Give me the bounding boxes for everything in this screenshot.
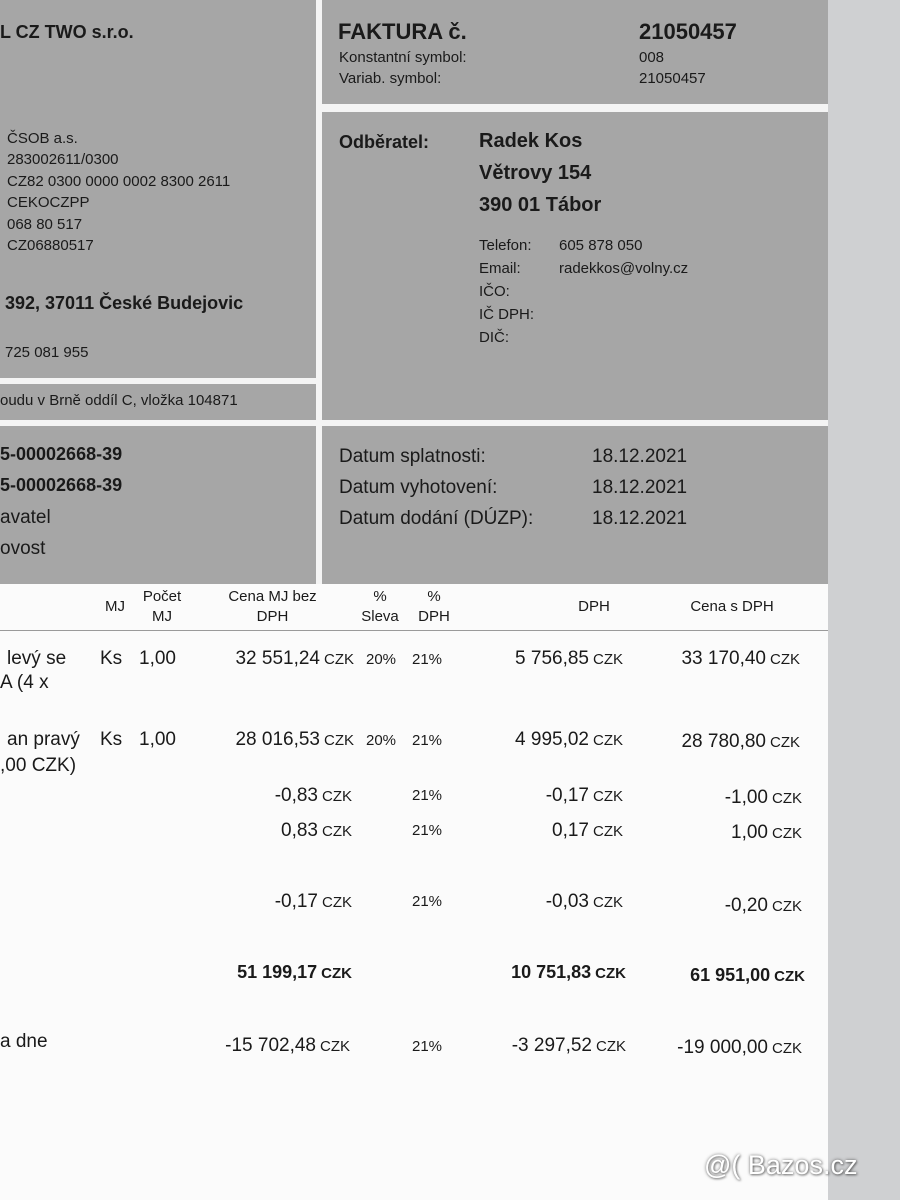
col-header-price-2: DPH [256, 608, 289, 625]
col-header-mj: MJ [105, 598, 125, 615]
supplier-dic: CZ06880517 [7, 237, 94, 254]
row-vat-percent: 21% [412, 651, 443, 668]
row-vat-percent: 21% [412, 732, 443, 749]
sum-vat: 10 751,83 CZK [511, 962, 626, 982]
supplier-address: 392, 37011 České Budejovic [5, 293, 244, 313]
row-total: 28 780,80 CZK [681, 731, 800, 752]
supplier-bank: ČSOB a.s. [7, 130, 78, 147]
col-header-disc-1: % [373, 588, 387, 605]
row-vat: -0,03 CZK [545, 891, 623, 912]
supplier-phone: 725 081 955 [5, 344, 89, 361]
advance-vat-percent: 21% [412, 1038, 443, 1055]
row-price: 0,83 CZK [281, 820, 352, 841]
var-symbol-value: 21050457 [639, 70, 706, 87]
col-header-vatp-1: % [427, 588, 441, 605]
row-price: 32 551,24 CZK [235, 648, 354, 669]
ref-line-2: 5-00002668-39 [0, 475, 123, 495]
row-price: -0,83 CZK [274, 785, 352, 806]
advance-desc: a dne [0, 1031, 48, 1052]
row-count: 1,00 [139, 648, 176, 669]
col-header-count-1: Počet [142, 588, 182, 605]
var-symbol-label: Variab. symbol: [339, 70, 442, 87]
divider-right-2 [322, 420, 828, 426]
row-discount: 20% [366, 651, 397, 668]
col-header-vatp-2: DPH [418, 608, 450, 625]
row-desc-line1: an pravý [7, 729, 80, 750]
row-vat: 4 995,02 CZK [515, 729, 623, 750]
row-desc-line2: ,00 CZK) [0, 755, 77, 776]
row-desc-line2: A (4 x [0, 672, 49, 693]
customer-icdph-label: IČ DPH: [479, 306, 535, 323]
divider-right-1 [322, 104, 828, 112]
divider-left-1 [0, 378, 316, 384]
ref-line-3: avatel [0, 507, 51, 528]
row-total: 33 170,40 CZK [681, 648, 800, 669]
due-date-label: Datum splatnosti: [339, 446, 486, 467]
supplier-name: L CZ TWO s.r.o. [0, 22, 134, 42]
row-vat: 5 756,85 CZK [515, 648, 623, 669]
invoice-title: FAKTURA č. [338, 19, 467, 44]
table-header-rule [0, 630, 828, 631]
advance-price: -15 702,48 CZK [225, 1035, 350, 1056]
row-vat: 0,17 CZK [552, 820, 623, 841]
col-header-count-2: MJ [152, 608, 172, 625]
supplier-register: oudu v Brně oddíl C, vložka 104871 [0, 392, 238, 409]
row-total: 1,00 CZK [731, 822, 802, 843]
due-date: 18.12.2021 [592, 446, 688, 467]
row-price: -0,17 CZK [274, 891, 352, 912]
divider-left-2 [0, 420, 316, 426]
customer-name: Radek Kos [479, 130, 583, 152]
supplier-iban: CZ82 0300 0000 0002 8300 2611 [7, 173, 231, 190]
sum-price: 51 199,17 CZK [237, 962, 352, 982]
customer-phone-label: Telefon: [479, 237, 532, 254]
customer-label: Odběratel: [339, 132, 430, 152]
issue-date-label: Datum vyhotovení: [339, 477, 498, 498]
col-header-vat: DPH [578, 598, 610, 615]
col-header-price-1: Cena MJ bez [228, 588, 317, 605]
const-symbol-label: Konstantní symbol: [339, 49, 467, 66]
row-mj: Ks [100, 729, 123, 750]
sum-total: 61 951,00 CZK [690, 965, 805, 985]
row-total: -1,00 CZK [724, 787, 802, 808]
invoice-number: 21050457 [639, 19, 737, 44]
customer-phone: 605 878 050 [559, 237, 643, 254]
row-count: 1,00 [139, 729, 176, 750]
supplier-ico: 068 80 517 [7, 216, 83, 233]
issue-date: 18.12.2021 [592, 477, 688, 498]
ref-line-1: 5-00002668-39 [0, 444, 123, 464]
customer-email-label: Email: [479, 260, 521, 277]
col-header-total: Cena s DPH [690, 598, 774, 615]
row-vat-percent: 21% [412, 893, 443, 910]
advance-total: -19 000,00 CZK [677, 1037, 802, 1058]
customer-ico-label: IČO: [479, 283, 510, 300]
row-mj: Ks [100, 648, 123, 669]
customer-email: radekkos@volny.cz [559, 260, 689, 277]
row-vat-percent: 21% [412, 787, 443, 804]
delivery-date: 18.12.2021 [592, 508, 688, 529]
bazos-watermark: @( Bazos.cz [704, 1150, 858, 1180]
supplier-account: 283002611/0300 [7, 151, 119, 168]
row-total: -0,20 CZK [724, 895, 802, 916]
row-discount: 20% [366, 732, 397, 749]
row-vat: -0,17 CZK [545, 785, 623, 806]
customer-street: Větrovy 154 [479, 162, 592, 184]
divider-vertical [316, 0, 322, 584]
col-header-disc-2: Sleva [361, 608, 399, 625]
row-desc-line1: levý se [7, 648, 67, 669]
customer-dic-label: DIČ: [479, 329, 509, 346]
customer-city: 390 01 Tábor [479, 194, 602, 216]
delivery-date-label: Datum dodání (DÚZP): [339, 508, 534, 529]
ref-line-4: ovost [0, 538, 46, 559]
row-price: 28 016,53 CZK [235, 729, 354, 750]
advance-vat: -3 297,52 CZK [511, 1035, 626, 1056]
const-symbol-value: 008 [639, 49, 665, 66]
supplier-swift: CEKOCZPP [7, 194, 90, 211]
row-vat-percent: 21% [412, 822, 443, 839]
